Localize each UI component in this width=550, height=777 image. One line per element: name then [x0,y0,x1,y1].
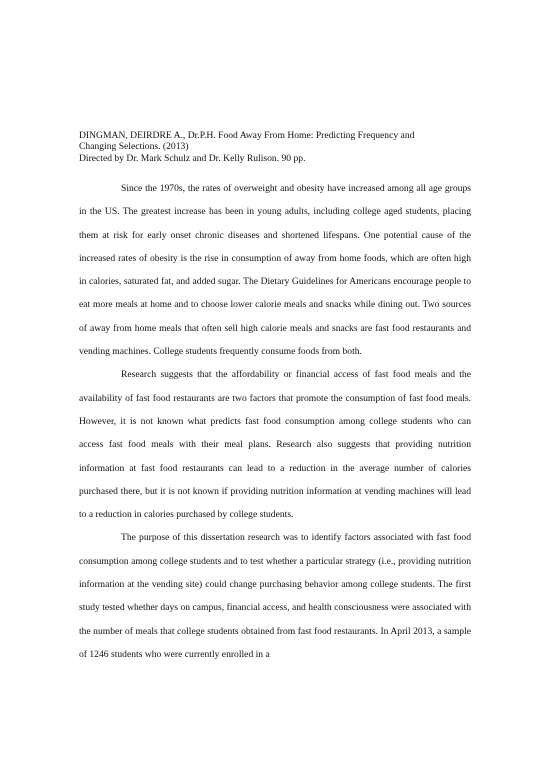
abstract-body [79,177,471,666]
citation-line-2: Changing Selections. (2013) [79,141,189,153]
abstract-paragraph-1: Since the 1970s, the rates of overweight and obesity have increased among all age groups in the US. The greatest increase has been in young adults, including college aged students, placing them at risk for early onset chronic diseases and shortened lifespans. One potential cause of the increased rates of obesity is the rise in consumption of away from home foods, which are often high in calories, saturated fat, and added sugar. The Dietary Guidelines for Americans encourage people to eat more meals at home and to choose lower calorie meals and snacks while dining out. Two sources of away from home meals that often sell high calorie meals and snacks are fast food restaurants and vending machines. College students frequently consume foods from both. [79,183,471,358]
abstract-paragraph-2: Research suggests that the affordability or financial access of fast food meals and the availability of fast food restaurants are two factors that promote the consumption of fast food meals. However, it is not known what predicts fast food consumption among college students who can access fast food meals with their meal plans. Research also suggests that providing nutrition information at fast food restaurants can lead to a reduction in the average number of calories purchased there, but it is not known if providing nutrition information at vending machines will lead to a reduction in calories purchased by college students. [79,369,471,521]
citation-header [79,130,479,164]
citation-line-3: Directed by Dr. Mark Schulz and Dr. Kelly Rulison. 90 pp. [79,152,306,164]
citation-line-1: DINGMAN, DEIRDRE A., Dr.P.H. Food Away From Home: Predicting Frequency and [79,130,415,141]
abstract-paragraph-3: The purpose of this dissertation research was to identify factors associated with fast food consumption among college students and to test whether a particular strategy (i.e., providing nutrition information at the vending site) could change purchasing behavior among college students. The first study tested whether days on campus, financial access, and health consciousness were associated with the number of meals that college students obtained from fast food restaurants. In April 2013, a sample of 1246 students who were currently enrolled in a [79,532,471,660]
